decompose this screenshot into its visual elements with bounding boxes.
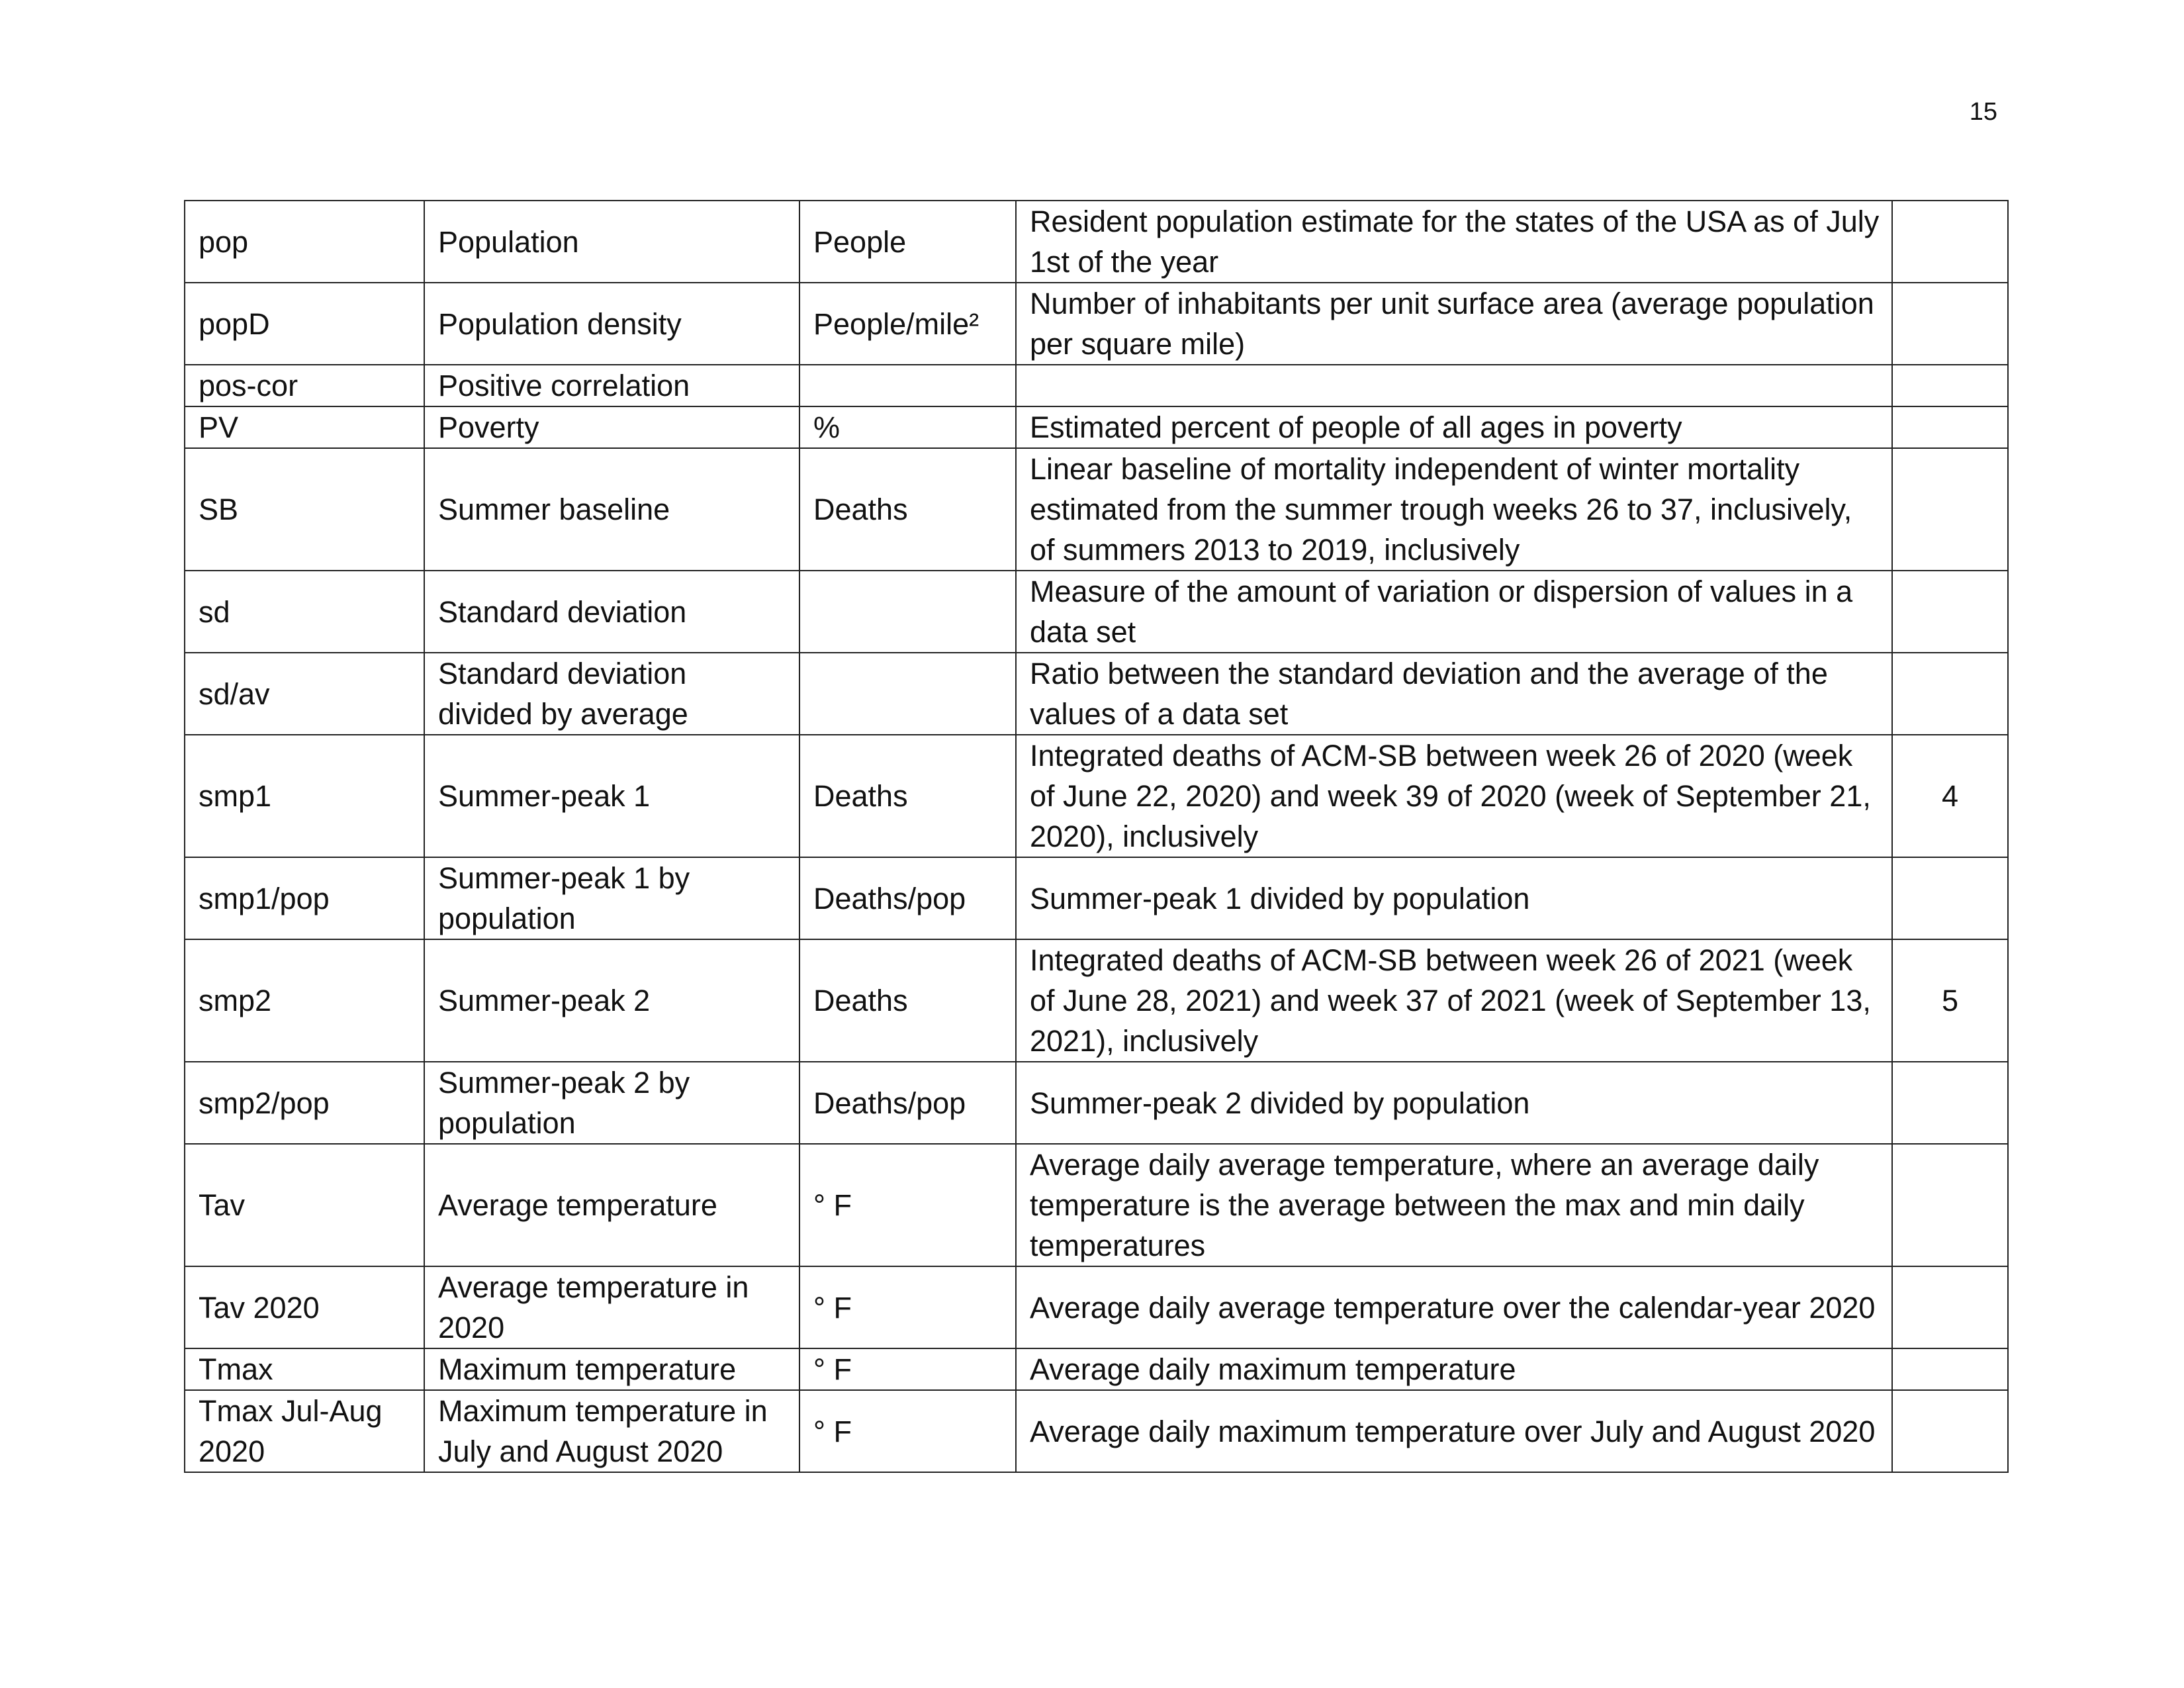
definition-name-cell: Population: [424, 201, 799, 283]
description-cell: Summer-peak 2 divided by population: [1016, 1062, 1892, 1144]
unit-cell: Deaths: [799, 735, 1016, 857]
table-row: [185, 1348, 2008, 1390]
unit-cell: Deaths/pop: [799, 1062, 1016, 1144]
description-cell: Summer-peak 1 divided by population: [1016, 857, 1892, 939]
description-cell: Average daily maximum temperature over July and August 2020: [1016, 1390, 1892, 1472]
abbreviation-cell: SB: [185, 448, 424, 571]
definition-name-cell: Summer-peak 1 by population: [424, 857, 799, 939]
table-row: [185, 448, 2008, 571]
reference-cell: [1892, 1062, 2008, 1144]
unit-cell: ° F: [799, 1348, 1016, 1390]
reference-cell: [1892, 1144, 2008, 1266]
definition-name-cell: Summer-peak 2 by population: [424, 1062, 799, 1144]
unit-cell: [799, 571, 1016, 653]
unit-cell: People: [799, 201, 1016, 283]
reference-cell: [1892, 406, 2008, 448]
abbreviation-cell: smp1: [185, 735, 424, 857]
unit-cell: ° F: [799, 1266, 1016, 1348]
reference-cell: [1892, 653, 2008, 735]
abbreviation-cell: Tmax Jul-Aug 2020: [185, 1390, 424, 1472]
table-row: [185, 1390, 2008, 1472]
description-cell: Average daily average temperature over the calendar-year 2020: [1016, 1266, 1892, 1348]
description-cell: Integrated deaths of ACM-SB between week 26 of 2021 (week of June 28, 2021) and week 37 of 2021 (week of September 13, 2021), inclusively: [1016, 939, 1892, 1062]
description-cell: Estimated percent of people of all ages in poverty: [1016, 406, 1892, 448]
definition-name-cell: Maximum temperature: [424, 1348, 799, 1390]
definition-name-cell: Summer baseline: [424, 448, 799, 571]
reference-cell: [1892, 365, 2008, 406]
abbreviations-table: [184, 200, 2009, 1473]
abbreviation-cell: smp2/pop: [185, 1062, 424, 1144]
abbreviation-cell: sd: [185, 571, 424, 653]
definition-name-cell: Average temperature: [424, 1144, 799, 1266]
abbreviation-cell: sd/av: [185, 653, 424, 735]
reference-cell: [1892, 1266, 2008, 1348]
description-cell: Number of inhabitants per unit surface area (average population per square mile): [1016, 283, 1892, 365]
abbreviation-cell: Tav: [185, 1144, 424, 1266]
definition-name-cell: Population density: [424, 283, 799, 365]
description-cell: Resident population estimate for the states of the USA as of July 1st of the year: [1016, 201, 1892, 283]
abbreviation-cell: popD: [185, 283, 424, 365]
table-row: [185, 857, 2008, 939]
description-cell: Measure of the amount of variation or dispersion of values in a data set: [1016, 571, 1892, 653]
reference-cell: [1892, 448, 2008, 571]
table-row: [185, 939, 2008, 1062]
reference-cell: [1892, 571, 2008, 653]
reference-cell: 5: [1892, 939, 2008, 1062]
unit-cell: %: [799, 406, 1016, 448]
description-cell: Integrated deaths of ACM-SB between week 26 of 2020 (week of June 22, 2020) and week 39 of 2020 (week of September 21, 2020), inclusively: [1016, 735, 1892, 857]
abbreviation-cell: Tav 2020: [185, 1266, 424, 1348]
table-body: [185, 201, 2008, 1472]
unit-cell: Deaths: [799, 939, 1016, 1062]
table-row: [185, 653, 2008, 735]
definition-name-cell: Standard deviation: [424, 571, 799, 653]
description-cell: Linear baseline of mortality independent of winter mortality estimated from the summer trough weeks 26 to 37, inclusively, of summers 2013 to 2019, inclusively: [1016, 448, 1892, 571]
page-number: 15: [1969, 98, 1997, 126]
table-row: [185, 735, 2008, 857]
abbreviation-cell: pop: [185, 201, 424, 283]
description-cell: Average daily average temperature, where an average daily temperature is the average between the max and min daily temperatures: [1016, 1144, 1892, 1266]
unit-cell: Deaths: [799, 448, 1016, 571]
unit-cell: ° F: [799, 1390, 1016, 1472]
reference-cell: [1892, 1348, 2008, 1390]
unit-cell: [799, 365, 1016, 406]
description-cell: [1016, 365, 1892, 406]
unit-cell: [799, 653, 1016, 735]
reference-cell: [1892, 283, 2008, 365]
table-row: [185, 201, 2008, 283]
unit-cell: ° F: [799, 1144, 1016, 1266]
definition-name-cell: Summer-peak 2: [424, 939, 799, 1062]
abbreviation-cell: PV: [185, 406, 424, 448]
table-row: [185, 571, 2008, 653]
reference-cell: 4: [1892, 735, 2008, 857]
definition-name-cell: Summer-peak 1: [424, 735, 799, 857]
definition-name-cell: Positive correlation: [424, 365, 799, 406]
reference-cell: [1892, 201, 2008, 283]
table-row: [185, 1062, 2008, 1144]
definition-name-cell: Standard deviation divided by average: [424, 653, 799, 735]
table-row: [185, 406, 2008, 448]
definition-name-cell: Average temperature in 2020: [424, 1266, 799, 1348]
abbreviation-cell: smp2: [185, 939, 424, 1062]
definition-name-cell: Poverty: [424, 406, 799, 448]
unit-cell: Deaths/pop: [799, 857, 1016, 939]
reference-cell: [1892, 1390, 2008, 1472]
abbreviation-cell: smp1/pop: [185, 857, 424, 939]
table-row: [185, 365, 2008, 406]
reference-cell: [1892, 857, 2008, 939]
abbreviation-cell: Tmax: [185, 1348, 424, 1390]
table-row: [185, 283, 2008, 365]
unit-cell: People/mile²: [799, 283, 1016, 365]
abbreviation-cell: pos-cor: [185, 365, 424, 406]
table-row: [185, 1144, 2008, 1266]
description-cell: Ratio between the standard deviation and the average of the values of a data set: [1016, 653, 1892, 735]
definition-name-cell: Maximum temperature in July and August 2020: [424, 1390, 799, 1472]
description-cell: Average daily maximum temperature: [1016, 1348, 1892, 1390]
table-row: [185, 1266, 2008, 1348]
